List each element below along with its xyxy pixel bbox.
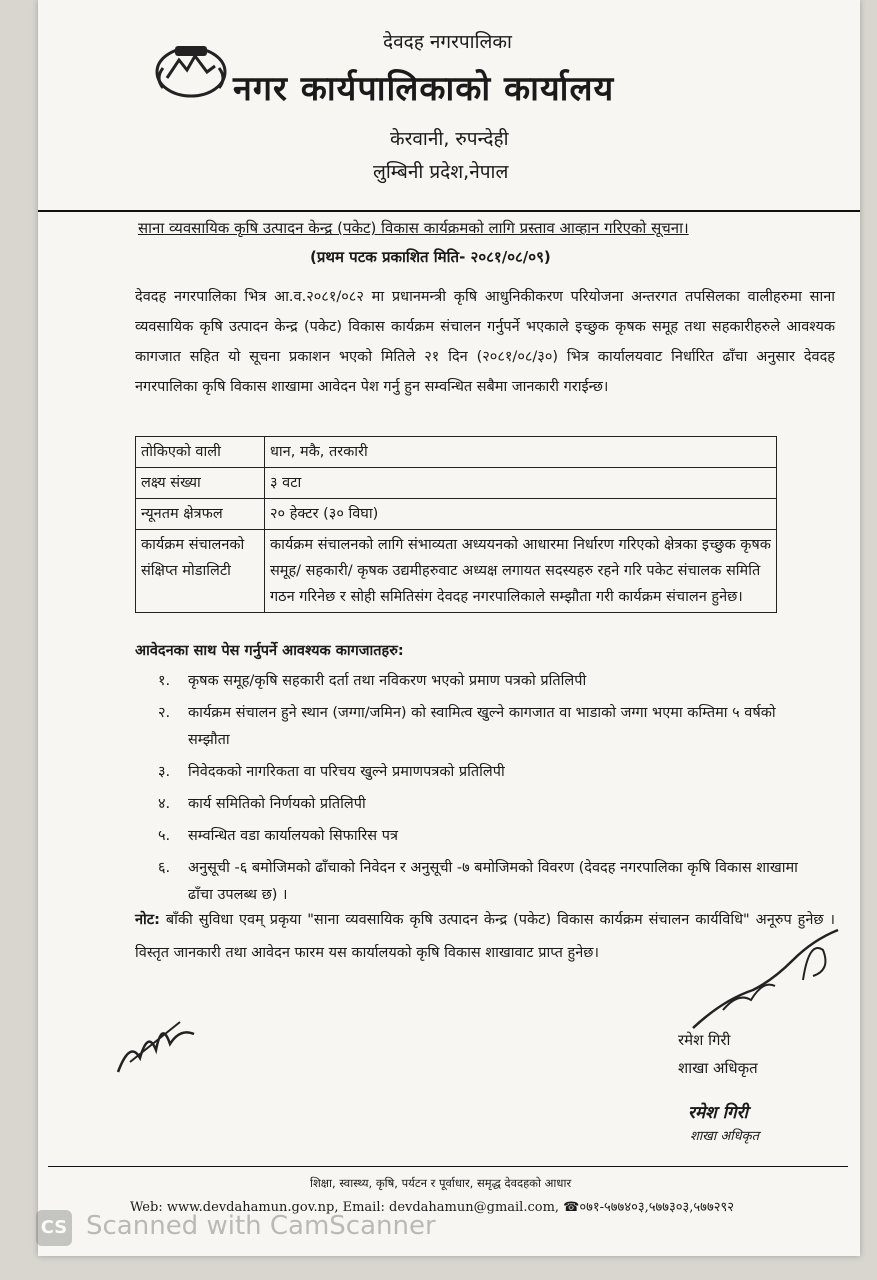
office-name: नगर कार्यपालिकाको कार्यालय: [233, 69, 615, 109]
table-value: धान, मकै, तरकारी: [265, 437, 777, 468]
document-page: [38, 0, 860, 1256]
item-number: २.: [158, 705, 171, 721]
table-value: कार्यक्रम संचालनको लागि संभाव्यता अध्ययनको आधारमा निर्धारण गरिएको क्षेत्रका इच्छुक कृषक समूह/ सहकारी/ कृषक उद्यमीहरुवाट अध्यक्ष लगायत सदस्यहरु रहने गरि पकेट संचालक समिति गठन गरिनेछ र सोही समितिसंग देवदह नगरपालिकाले सम्झौता गरी कार्यक्रम संचालन हुनेछ।: [265, 530, 777, 613]
required-documents-heading: आवेदनका साथ पेस गर्नुपर्ने आवश्यक कागजातहरु:: [135, 643, 404, 659]
officer-title: शाखा अधिकृत: [678, 1059, 758, 1077]
list-item: [158, 700, 798, 754]
list-item: [158, 823, 798, 850]
program-details-table: [135, 436, 777, 613]
footer-tagline: शिक्षा, स्वास्थ्य, कृषि, पर्यटन र पूर्वाधार, समृद्ध देवदहको आधार: [310, 1176, 572, 1190]
header-divider: [38, 210, 860, 212]
item-text: सम्वन्धित वडा कार्यालयको सिफारिस पत्र: [188, 828, 398, 844]
item-number: ३.: [158, 764, 171, 780]
stamp-title: शाखा अधिकृत: [690, 1129, 760, 1144]
list-item: [158, 668, 798, 695]
item-text: कार्यक्रम संचालन हुने स्थान (जग्गा/जमिन) को स्वामित्व खुल्ने कागजात वा भाडाको जग्गा भएमा कम्तिमा ५ वर्षको सम्झौता: [188, 705, 776, 748]
table-key: तोकिएको वाली: [136, 437, 265, 468]
list-item: [158, 759, 798, 786]
item-text: अनुसूची -६ बमोजिमको ढाँचाको निवेदन र अनुसूची -७ बमोजिमको विवरण (देवदह नगरपालिका कृषि विकास शाखामा ढाँचा उपलब्ध छ) ।: [188, 860, 798, 903]
item-text: निवेदकको नागरिकता वा परिचय खुल्ने प्रमाणपत्रको प्रतिलिपी: [188, 764, 505, 780]
handwritten-signature-right: [663, 920, 843, 1040]
note-text: बाँकी सुविधा एवम् प्रकृया "साना व्यवसायिक कृषि उत्पादन केन्द्र (पकेट) विकास कार्यक्रम संचालन कार्यविधि" अनूरुप हुनेछ । विस्तृत जानकारी तथा आवेदन फारम यस कार्यालयको कृषि विकास शाखावाट प्राप्त हुनेछ।: [135, 912, 836, 961]
footer-divider: [48, 1166, 848, 1167]
officer-name: रमेश गिरी: [678, 1031, 731, 1049]
table-row: [136, 499, 777, 530]
footer-contact: Web: www.devdahamun.gov.np, Email: devdahamun@gmail.com, ☎०७१-५७७४०३,५७७३०३,५७७२९२: [130, 1200, 734, 1215]
list-item: [158, 855, 798, 909]
table-row: [136, 437, 777, 468]
item-text: कार्य समितिको निर्णयको प्रतिलिपी: [188, 796, 366, 812]
publication-date: (प्रथम पटक प्रकाशित मिति- २०८१/०८/०९): [310, 248, 551, 266]
camscanner-logo-icon: CS: [36, 1210, 72, 1246]
government-emblem-icon: [153, 38, 229, 100]
notice-body: देवदह नगरपालिका भित्र आ.व.२०८१/०८२ मा प्रधानमन्त्री कृषि आधुनिकीकरण परियोजना अन्तरगत तपसिलका वालीहरुमा साना व्यवसायिक कृषि उत्पादन केन्द्र (पकेट) विकास कार्यक्रम संचालन गर्नुपर्ने भएकाले इच्छुक कृषक समूह तथा सहकारीहरुले आवश्यक कागजात सहित यो सूचना प्रकाशन भएको मितिले २१ दिन (२०८१/०८/३०) भित्र कार्यालयवाट निर्धारित ढाँचा अनुसार देवदह नगरपालिका कृषि विकास शाखामा आवेदन पेश गर्नु हुन सम्वन्धित सबैमा जानकारी गराईन्छ।: [135, 289, 835, 395]
stamp-name: रमेश गिरी: [688, 1103, 748, 1123]
item-number: १.: [158, 673, 171, 689]
table-value: ३ वटा: [265, 468, 777, 499]
municipality-name: देवदह नगरपालिका: [383, 31, 512, 53]
notice-title: साना व्यवसायिक कृषि उत्पादन केन्द्र (पकेट) विकास कार्यक्रमको लागि प्रस्ताव आव्हान गरिएको सूचना।: [138, 219, 689, 237]
required-documents-list: [158, 668, 798, 914]
handwritten-signature-left: [110, 1010, 200, 1080]
office-province: लुम्बिनी प्रदेश,नेपाल: [373, 161, 509, 183]
table-key: कार्यक्रम संचालनको संक्षिप्त मोडालिटी: [136, 530, 265, 613]
item-text: कृषक समूह/कृषि सहकारी दर्ता तथा नविकरण भएको प्रमाण पत्रको प्रतिलिपी: [188, 673, 587, 689]
table-row: [136, 468, 777, 499]
table-value: २० हेक्टर (३० विघा): [265, 499, 777, 530]
note-label: नोट:: [135, 912, 160, 928]
office-address: केरवानी, रुपन्देही: [390, 128, 509, 150]
item-number: ५.: [158, 828, 171, 844]
table-row: [136, 530, 777, 613]
scanner-watermark: Scanned with CamScanner: [86, 1211, 436, 1241]
item-number: ६.: [158, 860, 171, 876]
item-number: ४.: [158, 796, 171, 812]
list-item: [158, 791, 798, 818]
table-key: न्यूनतम क्षेत्रफल: [136, 499, 265, 530]
table-key: लक्ष्य संख्या: [136, 468, 265, 499]
